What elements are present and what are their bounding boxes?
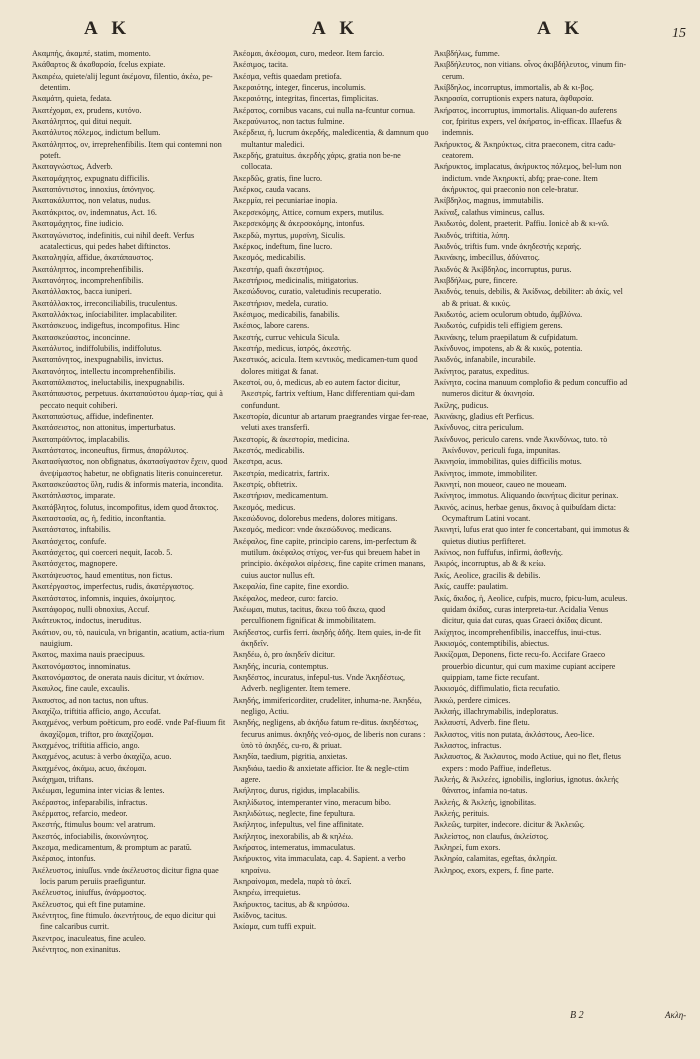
signature-mark: B 2 [570,1010,584,1021]
dictionary-entry: Ἀκινητί, lufus erat quo inter fe concertabant, qui immotus & quietus diutius perfifteret. [434,525,630,546]
dictionary-entry: Ἀκεστής, curruс vehicula Sicula. [233,332,340,342]
dictionary-entry: Ἀκατάπλαστος, imparate. [32,491,116,501]
dictionary-entry: Ἀκλεής, perituis. [434,809,490,819]
dictionary-entry: Ἀκέντητος, non exinanitus. [32,945,121,955]
dictionary-entry: Ἀκαταγνώστως, Adverb. [32,162,113,172]
dictionary-entry: Ἀκάθαρτος & ἀκαθαρσία, fcelus expiate. [32,60,166,70]
dictionary-entry: Ἀκιδνός, triftitia, λύπη. [434,230,510,240]
dictionary-entry: Ἀκινητί, non moueor, caueo ne moueam. [434,480,567,490]
dictionary-entry: Ἀκεσώδυνος, dolorebus medens, dolores mitigans. [233,514,398,524]
dictionary-entry: Ἀκέλευστος, iniuffus, ἀνάρμοστος. [32,888,147,898]
dictionary-entry: Ἀκέρματος, refarcio, medeor. [32,809,128,819]
dictionary-entry: Ἀκατάληπτος, incomprehenfibilis. [32,264,144,274]
dictionary-entry: Ἀκιδωτός, dolent, praeterit. Paffiu. Ionicè ab & κι-νῶ. [434,219,609,229]
dictionary-entry: Ἀκατάστατος, inftabilis. [32,525,111,535]
dictionary-entry: Ἀκήρατος, incorruptus, immortalis. Aliquan-do auferens cor, fpiritus expers, vel ἀκήρατος, in-efficax. Illaefus & indemnis. [434,105,622,138]
dictionary-entry: Ἀκαχμένος, triftitia afficio, ango. [32,740,140,750]
dictionary-entry: Ἀκίαμα, cum tuffi expuit. [233,922,316,932]
dictionary-entry: Ἀκέρδεια, ἡ, lucrum ἀκερδής, maledicentia, & damnum quo multantur maledici. [233,128,429,149]
dictionary-entry: Ἀκεντρος, inaculeatus, fine aculeo. [32,933,146,943]
dictionary-entry: Ἀκατανόητος, intellectu incomprehenfibilis. [32,366,176,376]
dictionary-entry: Ἀκεστός, medicabilis. [233,446,305,456]
header-left: A K [84,18,132,39]
dictionary-entry: Ἀκεσμός, medicabilis. [233,253,306,263]
dictionary-entry: Ἀκήρυκτος, implacatus, ἀκήρυκτος πόλεμος, bel-lum non indictum. vnde Ἀκηρυκτί, abfq; prae-cone. Item ἀκήρυκτος, qui praeconio non cele-bratur. [434,162,622,195]
catchword: Ακλη- [665,1010,687,1020]
dictionary-entry: Ἀκατάψευστος, haud ementitus, non fictus. [32,570,173,580]
dictionary-entry: Ἀκεσμός, medicor: vnde ἀκεσώδυνος. medicans. [233,525,392,535]
dictionary-entry: Ἀκεστήριον, medicamentum. [233,491,329,501]
dictionary-entry: Ἀκεραύνωτος, non tactus fulmine. [233,117,345,127]
dictionary-entry: Ἀκατονόμαστος, innominatus. [32,661,131,671]
dictionary-entry: Ἀκαχμένος, verbum poëticum, pro eodē. vnde Paf-fiuum fit ἀκαχίζομαι, triftor, pro ἀκαχίζομαι. [32,718,226,739]
dictionary-entry: Ἀκατάσειστος, non attonitus, imperturbatus. [32,423,176,433]
dictionary-entry: Ἀκηλίδωτος, intemperanter vino, meracum bibo. [233,797,391,807]
dictionary-entry: Ἀκκίζομαι, Deponens, ficte recu-fo. Accifare Graeco prouerbio dicuntur, qui cum maxime cupiant accipere quippiam, tame ficte recufant. [434,650,616,682]
dictionary-entry: Ἀκλαυστος, & Ἀκλαυτος, modo Actiue, qui no flet, fletus expers : modo Paffiue, indefletus. [434,752,621,773]
dictionary-entry: Ἀκληρία, calamitas, egeftas, ἀκληρία. [434,854,557,864]
dictionary-entry: Ἀκαχμένος, acutus: à verbo ἀκαχίζω, acuo. [32,752,172,762]
dictionary-entry: Ἀκήρατος, intemeratus, immaculatus. [233,843,356,853]
dictionary-entry: Ἀκήρυκτος, & Ἀκηρύκτως, citra praeconem, citra cadu-ceatorem. [434,139,616,161]
dictionary-entry: Ἀκηλιδώτως, neglecte, fine fepultura. [233,809,355,819]
header-center: A K [312,18,360,39]
dictionary-entry: Ἀκίβδηλος, magnus, immutabilis. [434,196,544,206]
dictionary-entry: Ἀκίς, cauffe: paulatim. [434,582,509,592]
dictionary-entry: Ἀκηρέω, irrequietus. [233,888,301,898]
dictionary-entry: Ἀκινάκης, gladius eft Perficus. [434,412,535,421]
dictionary-entry: Ἀκηδής, incuria, contemptus. [233,661,329,671]
dictionary-entry: Ἀκατάληπτος, qui ditui nequit. [32,117,132,127]
dictionary-entry: Ἀκέσιμος, medicabilis, fanabilis. [233,309,340,319]
dictionary-entry: Ἀκαχμένος, ἀκάμω, acuo, ἀκέομαι. [32,763,147,773]
dictionary-entry: Ἀκατάλυτος πόλεμος, indictum bellum. [32,128,161,138]
dictionary-entry: Ἀκαυστος, ad non tactus, non uftus. [32,695,149,705]
dictionary-entry: Ἀκατάκριτος, ον, indemnatus, Act. 16. [32,207,157,217]
column-right [434,48,630,1008]
dictionary-entry: Ἀκινησία, immobilitas, quies difficilis motus. [434,457,582,467]
dictionary-entry: Ἀκερσεκόμης & ἀκερσοκόμης, intonfus. [233,219,365,229]
dictionary-entry: Ἀκεστός, infociabilis, ἀκοινώνητος. [32,831,149,841]
dictionary-entry: Ἀκλείστος, non claufus, ἀκλείστος. [434,831,549,841]
dictionary-entry: Ἀκαταμάχητος, expugnatu difficilis. [32,173,150,183]
dictionary-entry: Ἀκαχίζω, triftitia afficio, ango, Accufat. [32,706,161,716]
dictionary-entry: Ἀκαταπόνητος, inexpugnabilis, invictus. [32,355,164,365]
dictionary-entry: Ἀκατάστατος, infomnis, inquies, ἀκοίμητος. [32,593,176,603]
dictionary-entry: Ἀκάτευκτος, indoctus, ineruditus. [32,616,142,626]
dictionary-entry: Ἀκήλητος, durus, rigidus, implacabilis. [233,786,360,796]
dictionary-entry: Ἀκερδῶς, gratis, fine lucro. [233,173,323,183]
dictionary-entry: Ἀκήλητος, infepultus, vel fine affinitate. [233,820,364,830]
dictionary-entry: Ἀκέωμαι, mutus, tacitus, ἄκεω τοῦ ἄκεω, quod perculfionem fignificat & immobilitatem. [233,604,386,626]
dictionary-entry: Ἀκληρεί, fum exors. [434,843,501,853]
dictionary-entry: Ἀκηδία, taedium, pigritia, anxietas. [233,752,348,762]
dictionary-entry: Ἀκεσμα, medicamentum, & promptum ac paratū. [32,843,192,853]
dictionary-entry: Ἀκεστικός, acicula. Item κεντικός, medicamen-tum quod dolores mitigat & fanat. [233,355,418,376]
dictionary-entry: Ἀκατάστατος, inconeuftus, firmus, ἀπαράλυτος. [32,446,189,456]
dictionary-entry: Ἀκλαυστί, Adverb. fine fletu. [434,718,530,728]
dictionary-entry: Ἀκίδνος, tacitus. [233,911,288,921]
dictionary-entry: Ἀκιδωτός, aciem oculorum obtudo, ἀμβλύνω. [434,309,583,319]
dictionary-entry: Ἀκατάφορος, nulli obnoxius, Accuf. [32,604,150,614]
dictionary-entry: Ἀκέρατος, cornibus vacans, cui nulla na-fcuntur cornua. [233,105,416,115]
dictionary-entry: Ἀκιδνός, tenuis, debilis, & Ἀκίδνως, debiliter: ab ἀκίς, vel ab & priuat. & κικύς. [434,287,623,308]
dictionary-entry: Ἀκιδωτός, cufpidis teli effigiem gerens. [434,321,563,331]
dictionary-entry: Ἀκέφαλος, fine capite, principio carens, im-perfectum & mutilum. ἀκέφαλος στίχος, ver-fus qui breuem habet in principio. ἀκέφαλοι αἱρέσεις, fine capite crimen manans, cuius auctor nullus eft. [233,536,426,580]
page-number: 15 [672,26,686,41]
dictionary-entry: Ἀκηδέω, ὁ, pro ἀκηδεῖν dicitur. [233,650,335,660]
dictionary-entry: Ἀκαταπόντιστος, innoxius, ἀπόνηνος. [32,185,155,195]
dictionary-entry: Ἀκαταστασία, ας, ἡ, feditio, inconftantia. [32,514,166,524]
dictionary-entry: Ἀκίνητα, cocina manuum complofio & pedum concuffio ad numeros dicitur & ἀκινησία. [434,377,628,399]
column-left [32,48,228,1008]
dictionary-entry: Ἀκίνδυνος, impotens, ab & & κικύς, potentia. [434,343,583,353]
dictionary-entry: Ἀκέλευστος, iniuſſus. vnde ἀκέλευστος dicitur figna quae locis parum peruiis praefiguntur. [32,865,219,887]
dictionary-entry: Ἀκατάλλακτος, irreconciliabilis, truculentus. [32,298,178,308]
dictionary-entry: Ἀκίνδυνος, citra periculum. [434,423,524,433]
dictionary-entry: Ἀκληρος, exors, expers, f. fine parte. [434,865,554,875]
dictionary-entry: Ἀκατάπαυστος, perpetuus. ἀκαταπαύστου ἁμαρ-τίας, qui à peccato nequit cohiberi. [32,389,223,410]
dictionary-entry: Ἀκηδιάω, taedio & anxietate afficior. Ite & negle-ctim agere. [233,763,409,784]
dictionary-entry: Ἀκεσμός, medicus. [233,502,296,512]
dictionary-entry: Ἀκερδής, gratuitus. ἀκερδὴς χάρις, gratia non be-ne collocata. [233,151,401,172]
dictionary-entry: Ἀκεραιότης, integritas, fincertas, fimplicitas. [233,94,379,104]
dictionary-entry: Ἀκαταπάλαιστος, ineluctabilis, inexpugnabilis. [32,377,185,387]
dictionary-entry: Ἀκήρυκτος, tacitus, ab & κηρύσσω. [233,899,350,909]
dictionary-entry: Ἀκηδέστος, incuratus, infepul-tus. Vnde Ἀκηδέστως, Adverb. negligenter. Item temere. [233,672,406,694]
dictionary-entry: Ἀκιβδήλως, pure, fincere. [434,275,518,285]
dictionary-entry: Ἀκεστρίς, obftetrix. [233,480,298,490]
dictionary-entry: Ἀκατάσκευος, indigeftus, incompofitus. Hinc [32,321,180,331]
dictionary-entry: Ἀκκώ, perdere cimices. [434,695,511,705]
dictionary-entry: Ἀκαυλος, fine caule, excaulis. [32,684,130,694]
dictionary-entry: Ἀκεστρα, acus. [233,457,283,467]
dictionary-entry: Ἀκεστήριον, medela, curatio. [233,298,329,308]
dictionary-entry: Ἀκίνητος, immote, immobiliter. [434,468,538,478]
dictionary-entry: Ἀκατάσχετος, magnopere. [32,559,118,569]
dictionary-entry: Ἀκατάλλακτος, bacca iuniperi. [32,287,132,297]
dictionary-entry: Ἀκέομαι, ἀκέσομαι, curo, medeor. Item farcio. [233,49,385,58]
dictionary-entry: Ἀκέντητος, fine ftimulo. ἀκεντήτους, de equo dicitur qui fine calcaribus currit. [32,911,216,932]
dictionary-entry: Ἀκατακάλυπτος, non velatus, nudus. [32,196,151,206]
dictionary-entry: Ἀκλεῶς, turpiter, indecore. dicitur & Ἀκλειῶς. [434,820,585,830]
dictionary-entry: Ἀκέλευστος, qui eft fine putamine. [32,899,146,909]
dictionary-entry: Ἀκατάσχετος, qui coerceri nequit, Iacob. 5. [32,548,173,558]
dictionary-entry: Ἀκιδνός, triftis fum. vnde ἀκηδεστής κεραής. [434,241,582,251]
dictionary-entry: Ἀκλεής, & Ἀκλεέες, ignobilis, inglorius, ignotus. ἀκλεής θάνατος, infamia no-tatus. [434,775,619,796]
dictionary-entry: Ἀκεστοί, ου, ὁ, medicus, ab eo autem factor dicitur, Ἀκεστρίς, fartrix veftium, Hanc differentiam qui-dam confundunt. [233,377,415,410]
dictionary-entry: Ἀκεραιότης, integer, fincerus, incolumis. [233,83,366,93]
dictionary-entry: Ἀκίνιος, non fuffufus, infirmi, ἀσθενής. [434,548,563,558]
dictionary-entry: Ἀκέρκος, cauda vacans. [233,185,311,195]
dictionary-entry: Ἀκίχητος, incomprehenfibilis, inacceffus, inui-ctus. [434,627,602,637]
dictionary-entry: Ἀκίνδυνος, periculo carens. vnde Ἀκινδύνως, tuto. τὸ Ἀκίνδυνον, periculi fuga, impunitas. [434,434,608,456]
dictionary-entry: Ἀκατάληπτος, ον, irreprehenfibilis. Item qui contemni non poteft. [32,139,222,161]
dictionary-entry: Ἀκαταληψία, affidue, ἀκατάπαυστος. [32,253,154,263]
dictionary-entry: Ἀκερσεκόμης, Attice, cornum expers, mutilus. [233,207,384,217]
dictionary-entry: Ἀκινάκης, telum praepilatum & cufpidatum. [434,332,578,342]
dictionary-entry: Ἀκατασκεύαστος ὕλη, rudis & informis materia, incondita. [32,480,224,490]
dictionary-entry: Ἀκαταπαύστως, affidue, indefinenter. [32,412,154,421]
dictionary-entry: Ἀκαταγώνιστος, indefinitis, cui nihil deeft. Verfus acatalecticus, qui pedes habet diftinctos. [32,230,195,251]
dictionary-entry: Ἀκίβδηλος, incorruptus, immortalis, ab & κι-βος. [434,83,594,93]
dictionary-entry: Ἀκατάσχετος, confufe. [32,536,107,546]
dictionary-entry: Ἀκέωμαι, leguminа inter vicias & lentes. [32,786,165,796]
dictionary-entry: Ἀκήρυκτος, vita immaculata, cap. 4. Sapient. a verbo κηραίνω. [233,854,406,875]
dictionary-entry: Ἀκεσώδυνος, curatio, valetudinis recuperatio. [233,287,382,297]
dictionary-entry: Ἀκάτιον, ου, τὸ, nauicula, vn brigantin, acatium, actia-rium nauigium. [32,627,225,648]
dictionary-entry: Ἀκαταμάχητος, fine iudicio. [32,219,124,229]
dictionary-entry: Ἀκήλητος, inexorabilis, ab & κηλέω. [233,831,354,841]
dictionary-entry: Ἀκινός, acinus, herbae genus, ἄκινος à quibuſdam dicta: Ocymaftrum Latini vocant. [434,502,616,524]
dictionary-entry: Ἀκέσιος, labore carens. [233,321,310,331]
dictionary-entry: Ἀκιδνός, infanabile, incurabile. [434,355,536,365]
dictionary-entry: Ἀκεστήριος, medicinalis, mitigatorius. [233,275,359,285]
dictionary-entry: Ἀκηδής, immifericorditer, crudeliter, inhuma-ne. Ἀκηδέω, negligo, Actiu. [233,695,422,716]
dictionary-entry: Ἀκέρκος, indeftum, fine lucro. [233,241,333,251]
dictionary-entry: Ἀκιβδήλως, fumme. [434,49,500,58]
dictionary-entry: Ἀκίναξ, calathus viminєus, callus. [434,207,545,217]
dictionary-entry: Ἀκινάκης, imbecillus, ἀδύνατος. [434,253,540,263]
dictionary-entry: Ἀκέφαλος, medeor, curo: farcio. [233,593,338,603]
dictionary-entry: Ἀκέραιος, intonfus. [32,854,96,864]
dictionary-entry: Ἀκλαής, illachrymabilis, indeploratus. [434,706,559,716]
dictionary-entry: Ἀκαιρέω, quiete/alij legunt ἀκέμονα, filentio, ἀκέω, pe-detentim. [32,71,213,93]
dictionary-entry: Ἀκατος, maxima nauis praecipuus. [32,650,145,660]
dictionary-entry: Ἀκερμία, rei pecuniariae inopia. [233,196,338,206]
dictionary-entry: Ἀκηραίνομαι, medela, παρὰ τὸ ἀκεῖ. [233,877,352,887]
dictionary-entry: Ἀκεστρία, medicatrix, fartrix. [233,468,330,478]
header-right: A K [537,18,585,39]
dictionary-entry: Ἀκάχημαι, triftans. [32,775,94,784]
dictionary-entry: Ἀκκισμός, contemptibilis, abiectus. [434,638,550,648]
column-middle [233,48,429,1008]
dictionary-entry: Ἀκλαστος, infractus. [434,740,502,750]
dictionary-entry: Ἀκίλης, pudicus. [434,400,489,410]
dictionary-entry: Ἀκερδώ, myrtus, μυρσίνη, Siculis. [233,230,346,240]
dictionary-entry: Ἀκατασκεύαστος, inconcinne. [32,332,131,342]
dictionary-entry: Ἀκίς, Aeolice, gracilis & debilis. [434,570,541,580]
dictionary-entry: Ἀκιδνός & Ἀκίβδηλος, incorruptus, purus. [434,264,572,274]
dictionary-entry: Ἀκεστής, ftimulus boum: vel aratrum. [32,820,156,830]
dictionary-entry: Ἀκαμάτη, quieta, fedata. [32,94,112,104]
dictionary-entry: Ἀκέσμα, veftis quaedam pretiofa. [233,71,342,81]
dictionary-entry: Ἀκατάλυτος, indiffolubilis, indiffolutus. [32,343,162,353]
dictionary-entry: Ἀκεφαλία, fine capite, fine exordio. [233,582,349,592]
dictionary-entry: Ἀκέσιμος, tacita. [233,60,289,70]
dictionary-entry: Ἀκηδής, negligens, ab ἀκήδω fatum re-ditus. ἀκηδέστως, fecurus animus. ἀκηδὴς νεό-σμος, de liberis non curans : ὑπὸ τὸ ἀκηδές, cu-ro, & priuat. [233,718,426,750]
dictionary-entry: Ἀκαταλλάκτως, inſociabiliter. implacabiliter. [32,309,178,319]
dictionary-entry: Ἀκιρός, incorruptus, ab & & κείω. [434,559,546,569]
dictionary-entry: Ἀκατανόητος, incomprehenfibilis. [32,275,144,285]
dictionary-entry: Ἀκατέχομαι, ex, prudens, κυτόνο. [32,105,142,115]
dictionary-entry: Ἀκαταπράϋντος, implacabilis. [32,434,130,444]
dictionary-entry: Ἀκεστήρ, quafi ἀκεστήριος. [233,264,324,274]
dictionary-entry: Ἀκεστήρ, medicus, ἰατρός, ἀκεστής. [233,343,352,353]
dictionary-entry: Ἀκιβδήλευτος, non vitians. οἶνος ἀκιβδήλευτος, vinum fin-cerum. [434,60,627,81]
dictionary-entry: Ἀκέραστος, infeparabilis, infractus. [32,797,148,807]
dictionary-entry: Ἀκήδεστος, curfis ferri. ἀκηδής ἀδῆς. Item quies, in-de fit ἀκηδεῖν. [233,627,421,648]
dictionary-entry: Ἀκατάβλητος, folutus, incompofitus, idem quod ἄτακτος. [32,502,219,512]
dictionary-entry: Ἀκεστορία, dicuntur ab artarum praegrandes virgae fer-reae, veluti axes transferfi. [233,412,429,433]
dictionary-entry: Ἀκκισμός, diffimulatio, ficta recufatio. [434,684,560,694]
dictionary-entry: Ἀκηρασία, corruptionis expers natura, ἀφθαρσία. [434,94,594,104]
dictionary-entry: Ἀκλαστος, vitis non putata, ἀκλάστους, Aeo-lice. [434,729,595,739]
dictionary-entry: Ακαμπής, ἀκαμπέ, statim, momento. [32,49,151,58]
dictionary-entry: Ἀκατασίγαστος, non obfignatus, ἀκατασίγαστον ἔχειν, quod ἀνεψίμαστος habetur, ne obfignatis literis conuinceretur. [32,457,228,478]
dictionary-entry: Ἀκεστορίς, & ἀκεστορία, medicina. [233,434,350,444]
dictionary-entry: Ἀκλεής, & Ἀκλεής, ignobilitas. [434,797,536,807]
dictionary-entry: Ἀκίνητος, immotus. Aliquando ἀκινήτως dicitur perinax. [434,491,619,501]
dictionary-entry: Ἀκίς, ἄκιδος, ἡ, Aeolice, cufpis, mucro, fpicu-lum, aculeus. quidam ἀκίδας, curas interpreta-tur. Acidalia Venus dicitur, quia dat curas, quas Graeci ἀκίδας dicunt. [434,593,628,626]
dictionary-entry: Ἀκίνητος, paratus, expeditus. [434,366,530,376]
dictionary-entry: Ἀκατέργαστος, imperfectus, rudis, ἀκατέργαστος. [32,582,194,592]
dictionary-entry: Ἀκατονόμαστος, de onerata nauis dicitur, vt ἀκάτιον. [32,672,205,682]
